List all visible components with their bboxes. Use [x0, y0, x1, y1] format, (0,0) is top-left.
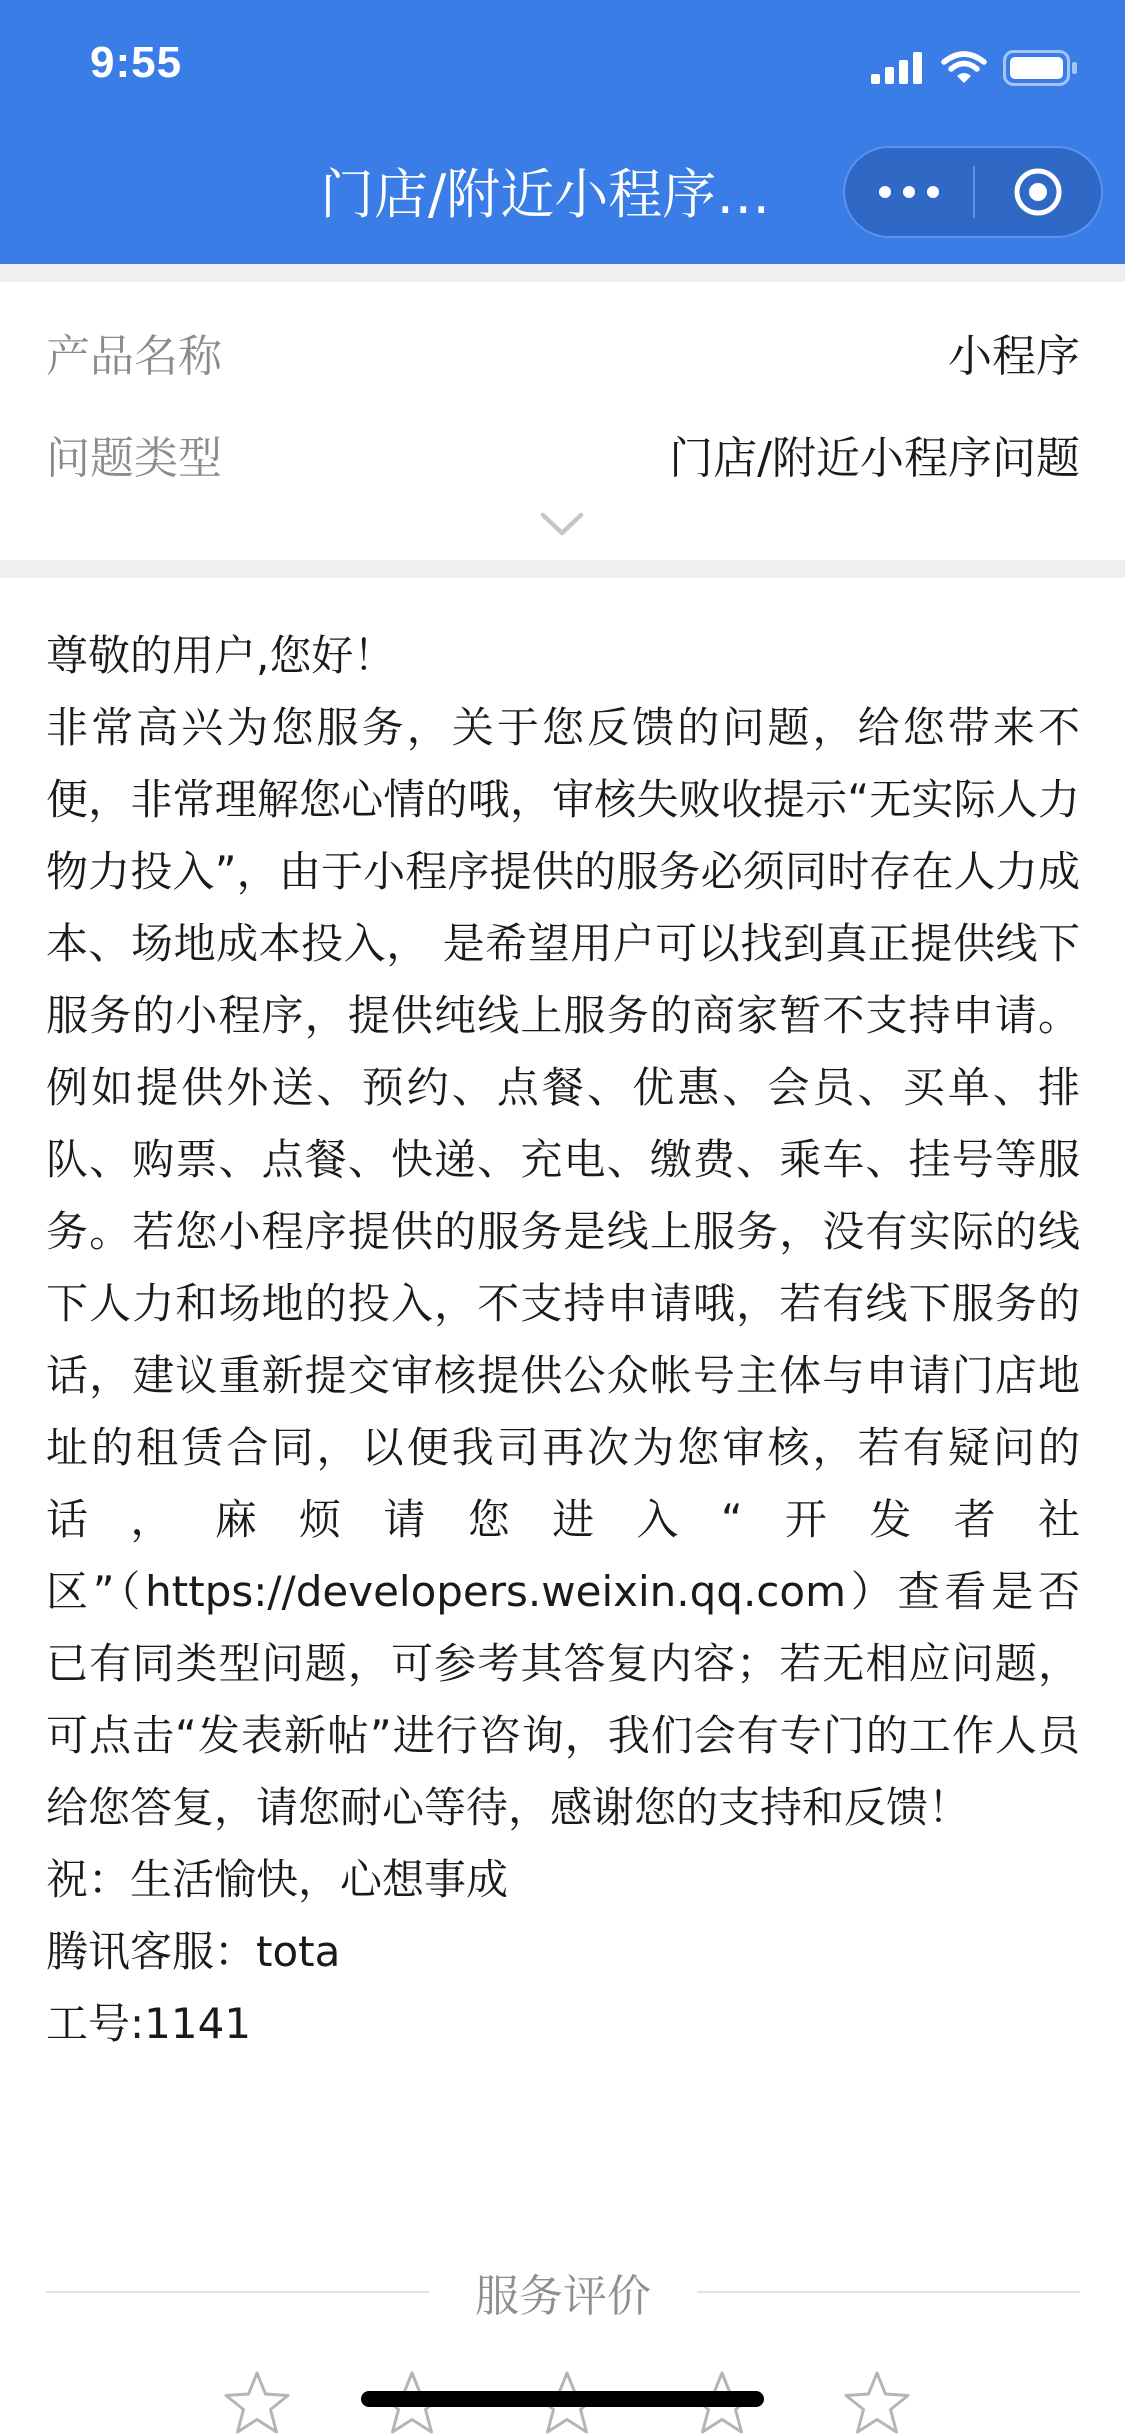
- status-icons: [871, 48, 1079, 88]
- home-indicator[interactable]: [361, 2391, 764, 2407]
- greeting: 尊敬的用户,您好！: [46, 631, 396, 680]
- message-body: 非常高兴为您服务，关于您反馈的问题，给您带来不便，非常理解您心情的哦，审核失败收提示“无实际人力物力投入”，由于小程序提供的服务必须同时存在人力成本、场地成本投入， 是希望用户可以找到真正提供线下服务的小程序，提供纯线上服务的商家暂不支持申请。例如提供外送、预约、点餐、优惠、会员、买单、排队、购票、点餐、快递、充电、缴费、乘车、挂号等服务。若您小程序提供的服务是线上服务，没有实际的线下人力和场地的投入，不支持申请哦，若有线下服务的话，建议重新提交审核提供公众帐号主体与申请门店地址的租赁合同，以便我司再次为您审核，若有疑问的话，麻烦请您进入“开发者社区”（https://developers.weixin.qq.com）查看是否已有同类型问题，可参考其答复内容；若无相应问题，可点击“发表新帖”进行咨询，我们会有专门的工作人员给您答复，请您耐心等待，感谢您的支持和反馈！: [46, 703, 1080, 1832]
- reply-message: [46, 620, 1080, 2060]
- product-row: [46, 322, 1080, 382]
- product-value: 小程序: [948, 331, 1080, 382]
- miniprogram-close-icon[interactable]: [975, 148, 1101, 236]
- star-outline-icon[interactable]: [222, 2370, 292, 2436]
- more-dots-icon[interactable]: [845, 148, 973, 236]
- page-title: 门店/附近小程序…: [320, 163, 771, 226]
- issue-type-value: 门店/附近小程序问题: [669, 433, 1080, 484]
- blessing: 祝：生活愉快，心想事成: [46, 1855, 509, 1904]
- rating-header: [46, 2260, 1080, 2324]
- separator: [0, 264, 1125, 282]
- cellular-signal-icon: [871, 52, 925, 84]
- nav-header: [0, 0, 1125, 264]
- status-time: 9:55: [90, 38, 183, 87]
- chevron-down-icon[interactable]: [540, 512, 584, 538]
- issue-type-label: 问题类型: [46, 433, 222, 484]
- star-outline-icon[interactable]: [842, 2370, 912, 2436]
- ticket-info-card: [0, 282, 1125, 560]
- divider-right: [697, 2291, 1080, 2293]
- agent-name: 腾讯客服：tota: [46, 1927, 341, 1976]
- separator: [0, 560, 1125, 578]
- issue-type-row: [46, 424, 1080, 484]
- wifi-icon: [941, 51, 987, 85]
- staff-id: 工号:1141: [46, 1999, 252, 2048]
- divider-left: [46, 2291, 429, 2293]
- rating-title: 服务评价: [475, 2271, 651, 2322]
- battery-icon: [1003, 50, 1079, 86]
- miniprogram-capsule: [843, 146, 1103, 238]
- product-label: 产品名称: [46, 331, 222, 382]
